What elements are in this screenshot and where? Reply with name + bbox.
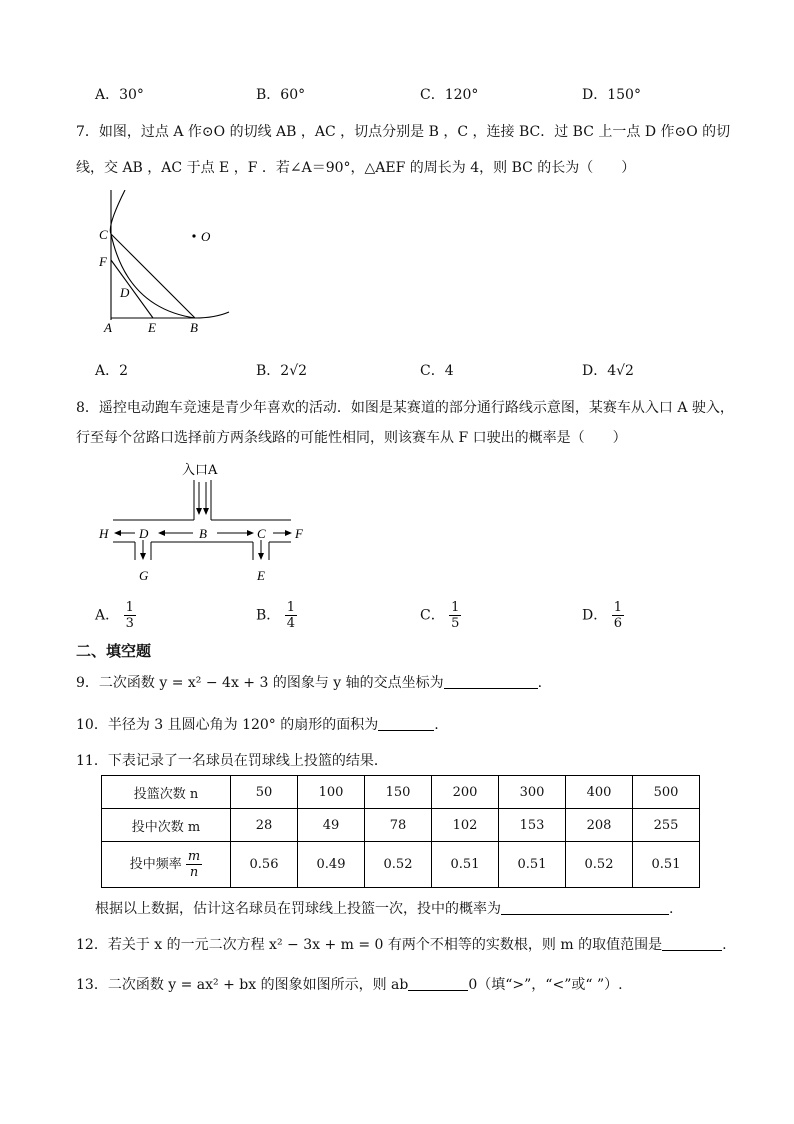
q11-followup [95, 898, 673, 918]
table-cell: 153 [499, 809, 566, 842]
table-cell: 50 [231, 776, 298, 809]
q13-end: 0（填“>”，“<”或“ ”）. [468, 977, 623, 993]
table-cell: 208 [566, 809, 633, 842]
q13-stem [76, 974, 623, 994]
table-cell: 49 [298, 809, 365, 842]
q8-label-f: F [295, 526, 303, 541]
q8-label-b: B [199, 526, 207, 541]
q8-route-figure [95, 458, 315, 588]
table-cell: 300 [499, 776, 566, 809]
q12-stem [76, 934, 727, 954]
q7-label-f: F [99, 254, 107, 269]
q8-option-d-den: 6 [613, 616, 622, 631]
q8-label-c: C [257, 526, 266, 541]
q8-option-a [95, 600, 136, 631]
q13-text: 13．二次函数 y = ax² + bx 的图象如图所示，则 ab [76, 977, 409, 993]
q12-text: 12．若关于 x 的一元二次方程 x² − 3x + m = 0 有两个不相等的实数根，则 m 的取值范围是 [76, 937, 663, 953]
q8-option-d-letter: D． [582, 607, 608, 624]
table-cell: 100 [298, 776, 365, 809]
q11-row3-fraction [186, 849, 202, 880]
q8-option-b-den: 4 [286, 616, 296, 631]
q7-option-b: B．2√2 [256, 363, 308, 379]
table-cell: 0.51 [432, 842, 499, 888]
q11-answer-blank[interactable] [501, 900, 669, 915]
q13-answer-blank[interactable] [408, 976, 468, 991]
q11-row1-label: 投篮次数 n [102, 776, 231, 809]
q12-end: . [722, 937, 727, 953]
table-row [102, 842, 700, 888]
table-cell: 0.56 [231, 842, 298, 888]
q8-entrance-label: 入口A [182, 463, 218, 478]
q7-option-a: A．2 [95, 363, 129, 379]
table-cell: 0.52 [566, 842, 633, 888]
table-row [102, 776, 700, 809]
table-cell: 255 [633, 809, 700, 842]
q7-label-b: B [190, 320, 198, 335]
q6-option-a: A．30° [95, 87, 144, 103]
q8-stem-line1: 8．遥控电动跑车竞速是青少年喜欢的活动．如图是某赛道的部分通行路线示意图，某赛车从入口 A 驶入， [76, 400, 734, 416]
section-title-fill-in: 二、填空题 [76, 642, 152, 660]
q8-option-a-den: 3 [125, 616, 134, 631]
q8-option-c-den: 5 [451, 616, 460, 631]
q7-option-d: D．4√2 [582, 363, 634, 379]
table-cell: 78 [365, 809, 432, 842]
q11-row3-label [102, 842, 231, 888]
q8-label-e: E [257, 568, 265, 583]
q8-option-b-num: 1 [286, 600, 296, 615]
q11-row3-frac-num: m [187, 849, 201, 864]
q8-option-c-num: 1 [451, 600, 460, 615]
q8-option-a-letter: A． [95, 607, 120, 624]
q10-stem [76, 714, 439, 734]
q8-label-h: H [99, 526, 109, 541]
q8-option-c-fraction [449, 600, 461, 631]
q11-stem: 11．下表记录了一名球员在罚球线上投篮的结果． [76, 753, 388, 769]
q11-row3-frac-den: n [189, 865, 199, 880]
table-cell: 400 [566, 776, 633, 809]
q8-stem-line2: 行至每个岔路口选择前方两条线路的可能性相同，则该赛车从 F 口驶出的概率是（ ） [76, 430, 627, 446]
q8-option-c [420, 600, 461, 631]
q7-option-c: C．4 [420, 363, 454, 379]
q10-text: 10．半径为 3 且圆心角为 120° 的扇形的面积为 [76, 717, 379, 733]
q8-option-c-letter: C． [420, 607, 445, 624]
q7-label-a: A [104, 320, 112, 335]
q8-option-b-fraction [285, 600, 297, 631]
q7-figure [95, 190, 245, 338]
q8-option-b [256, 600, 297, 631]
q7-label-e: E [148, 320, 156, 335]
q9-text: 9．二次函数 y = x² − 4x + 3 的图象与 y 轴的交点坐标为 [76, 675, 444, 691]
q7-stem-line2: 线，交 AB ，AC 于点 E ，F ．若∠A＝90°，△AEF 的周长为 4，则 BC 的长为（ ） [76, 160, 636, 176]
q10-answer-blank[interactable] [378, 716, 434, 731]
q7-label-d: D [120, 285, 130, 300]
q11-row3-label-text: 投中频率 [129, 857, 182, 872]
q8-label-d: D [139, 526, 149, 541]
q10-end: . [434, 717, 439, 733]
q11-results-table [101, 775, 700, 888]
q7-label-o: O [201, 229, 211, 244]
q11-followup-text: 根据以上数据，估计这名球员在罚球线上投篮一次，投中的概率为 [95, 901, 501, 917]
q7-stem-line1: 7．如图，过点 A 作⊙O 的切线 AB ，AC ，切点分别是 B ，C ，连接 BC．过 BC 上一点 D 作⊙O 的切 [76, 124, 731, 140]
table-cell: 500 [633, 776, 700, 809]
q11-end: . [669, 901, 674, 917]
table-cell: 0.49 [298, 842, 365, 888]
table-row [102, 809, 700, 842]
q11-row2-label: 投中次数 m [102, 809, 231, 842]
q8-label-g: G [139, 568, 149, 583]
q8-option-a-num: 1 [125, 600, 134, 615]
table-cell: 0.51 [499, 842, 566, 888]
q8-option-d-fraction [612, 600, 624, 631]
q6-option-c: C．120° [420, 87, 479, 103]
q9-stem [76, 672, 542, 692]
q8-option-d-num: 1 [613, 600, 622, 615]
q12-answer-blank[interactable] [662, 936, 722, 951]
table-cell: 200 [432, 776, 499, 809]
table-cell: 0.52 [365, 842, 432, 888]
q8-option-d [582, 600, 624, 631]
q9-end: . [537, 675, 543, 691]
table-cell: 0.51 [633, 842, 700, 888]
q6-option-d: D．150° [582, 87, 641, 103]
q8-option-b-letter: B． [256, 607, 281, 624]
q8-option-a-fraction [124, 600, 136, 631]
q7-label-c: C [99, 227, 108, 242]
table-cell: 150 [365, 776, 432, 809]
q6-option-b: B．60° [256, 87, 306, 103]
table-cell: 28 [231, 809, 298, 842]
table-cell: 102 [432, 809, 499, 842]
q9-answer-blank[interactable] [444, 674, 538, 689]
